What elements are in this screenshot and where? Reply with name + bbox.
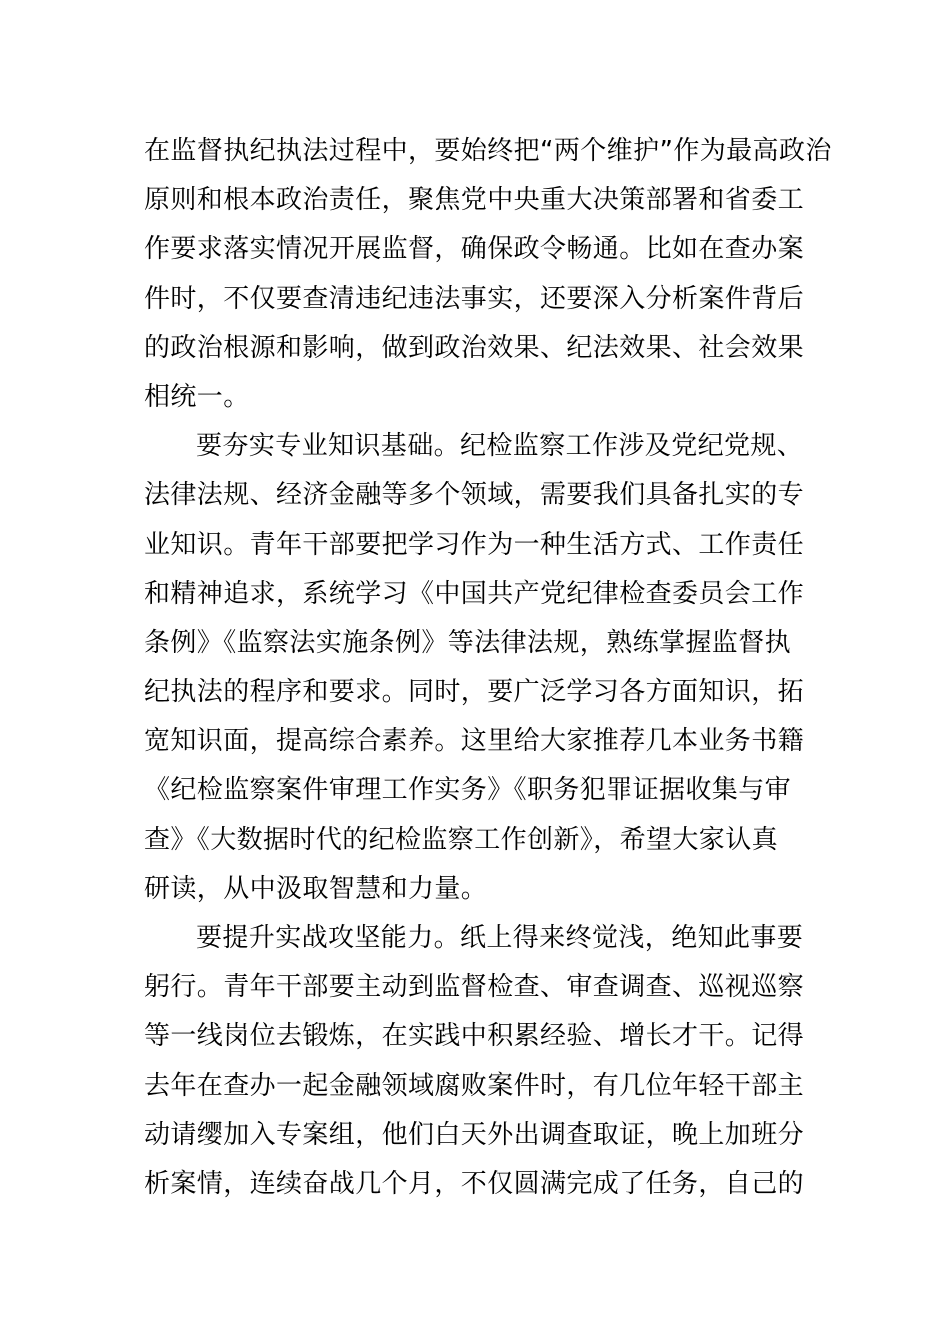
text-line: 查》《大数据时代的纪检监察工作创新》，希望大家认真 [144, 824, 779, 855]
text-line: 业知识。青年干部要把学习作为一种生活方式、工作责任 [144, 529, 805, 560]
text-line: 和精神追求，系统学习《中国共产党纪律检查委员会工作 [144, 578, 805, 609]
text-line: 《纪检监察案件审理工作实务》《职务犯罪证据收集与审 [144, 775, 792, 806]
text-line: 纪执法的程序和要求。同时，要广泛学习各方面知识，拓 [144, 677, 805, 708]
text-line: 宽知识面，提高综合素养。这里给大家推荐几本业务书籍 [144, 726, 805, 757]
text-line: 等一线岗位去锻炼，在实践中积累经验、增长才干。记得 [144, 1021, 805, 1052]
text-line: 法律法规、经济金融等多个领域，需要我们具备扎实的专 [144, 480, 805, 511]
body-text [144, 127, 832, 1209]
text-line: 相统一。 [144, 381, 250, 412]
paragraph-start-line: 要夯实专业知识基础。纪检监察工作涉及党纪党规、 [196, 431, 804, 462]
text-line: 作要求落实情况开展监督，确保政令畅通。比如在查办案 [144, 234, 805, 265]
text-line: 在监督执纪执法过程中，要始终把“两个维护”作为最高政治 [144, 136, 832, 166]
paragraph-start-line: 要提升实战攻坚能力。纸上得来终觉浅，绝知此事要 [196, 923, 804, 953]
text-line: 躬行。青年干部要主动到监督检查、审查调查、巡视巡察 [144, 972, 805, 1003]
text-line: 研读，从中汲取智慧和力量。 [144, 873, 488, 904]
text-line: 条例》《监察法实施条例》等法律法规，熟练掌握监督执 [144, 627, 792, 658]
text-line: 动请缨加入专案组，他们白天外出调查取证，晚上加班分 [144, 1119, 805, 1150]
text-line: 的政治根源和影响，做到政治效果、纪法效果、社会效果 [144, 332, 805, 363]
text-line: 去年在查办一起金融领域腐败案件时，有几位年轻干部主 [144, 1070, 805, 1101]
text-line: 件时，不仅要查清违纪违法事实，还要深入分析案件背后 [144, 283, 805, 314]
text-line: 原则和根本政治责任，聚焦党中央重大决策部署和省委工 [144, 185, 805, 216]
text-line: 析案情，连续奋战几个月，不仅圆满完成了任务，自己的 [144, 1168, 805, 1199]
